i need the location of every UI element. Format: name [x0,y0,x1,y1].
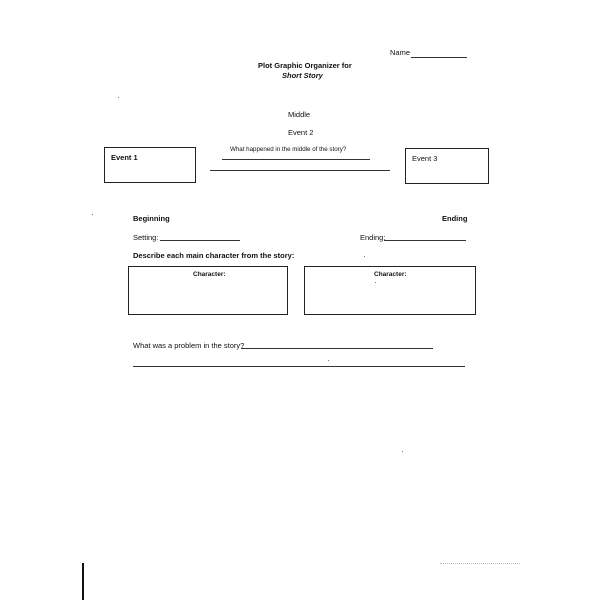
middle-answer-line-1[interactable] [222,159,370,160]
character-left-label: Character: [193,271,226,278]
scan-smudge [440,563,520,564]
ending-field-line[interactable] [384,240,466,241]
scan-speck [364,256,365,257]
name-field-line[interactable] [411,57,467,58]
ending-label: Ending [442,214,468,223]
scan-speck [92,214,93,215]
character-instruction: Describe each main character from the story: [133,251,295,260]
setting-field-line[interactable] [160,240,240,241]
character-box-right[interactable] [304,266,476,315]
setting-label: Setting: [133,233,159,242]
event2-label: Event 2 [288,128,314,137]
scan-speck [402,451,403,452]
event1-label: Event 1 [111,153,138,162]
middle-answer-line-2[interactable] [210,170,390,171]
scan-margin-mark [82,563,84,600]
event3-label: Event 3 [412,154,438,163]
problem-answer-line-2[interactable] [133,366,465,367]
middle-question: What happened in the middle of the story? [230,146,347,153]
ending-field-label: Ending: [360,233,386,242]
scan-speck [118,97,119,98]
scan-speck [375,282,376,283]
problem-question: What was a problem in the story? [133,341,245,350]
name-label: Name [390,48,411,57]
character-box-left[interactable] [128,266,288,315]
page-title: Plot Graphic Organizer for [258,61,352,70]
beginning-label: Beginning [133,214,170,223]
event1-box[interactable] [104,147,196,183]
event3-box[interactable] [405,148,489,184]
page-subtitle: Short Story [282,71,323,80]
scan-speck [328,360,329,361]
middle-label: Middle [288,110,311,119]
problem-answer-line-1[interactable] [241,348,433,349]
character-right-label: Character: [374,271,407,278]
